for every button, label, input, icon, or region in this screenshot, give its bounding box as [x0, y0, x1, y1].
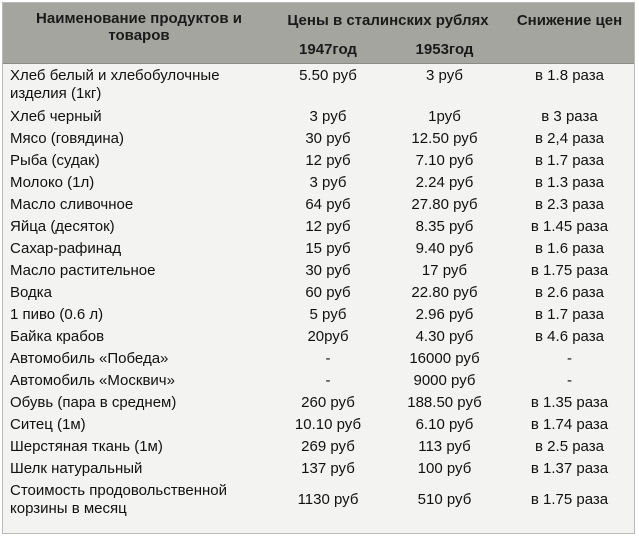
table-row: [3, 392, 634, 414]
price-1953-cell: 1руб: [428, 108, 461, 125]
table-row: [3, 65, 634, 106]
header-prices-title: Цены в сталинских рублях: [287, 12, 489, 29]
price-1947-cell: 15 руб: [305, 240, 351, 257]
price-1953-cell: 510 руб: [417, 491, 472, 508]
table-row: [3, 106, 634, 128]
product-name-cell: Ситец (1м): [10, 416, 86, 433]
product-name-cell: Мясо (говядина): [10, 130, 124, 147]
price-1947-cell: 5.50 руб: [299, 67, 357, 84]
price-1947-cell: 64 руб: [305, 196, 351, 213]
price-1947-cell: 10.10 руб: [294, 416, 362, 433]
price-1953-cell: 17 руб: [421, 262, 468, 279]
price-1953-cell: 113 руб: [418, 438, 471, 455]
product-name-cell: Автомобиль «Москвич»: [10, 372, 175, 389]
price-1947-cell: 269 руб: [301, 438, 355, 455]
reduction-cell: в 1.37 раза: [530, 460, 609, 477]
table-row: [3, 172, 634, 194]
table-row: [3, 480, 634, 521]
product-name-cell: Рыба (судак): [10, 152, 100, 169]
reduction-cell: в 1.7 раза: [535, 306, 604, 323]
table-row: [3, 150, 634, 172]
reduction-cell: в 1.6 раза: [535, 240, 604, 257]
price-1953-cell: 100 руб: [417, 460, 472, 477]
product-name-cell: Сахар-рафинад: [10, 240, 122, 257]
price-1947-cell: 12 руб: [305, 218, 351, 235]
price-1947-cell: 5 руб: [309, 306, 347, 323]
table-row: [3, 260, 634, 282]
price-1953-cell: 2.96 руб: [415, 306, 474, 323]
reduction-cell: в 3 раза: [541, 108, 598, 125]
price-1953-cell: 188.50 руб: [407, 394, 482, 411]
reduction-cell: в 1.45 раза: [530, 218, 609, 235]
table-row: [3, 436, 634, 458]
price-1947-cell: 260 руб: [301, 394, 355, 411]
reduction-cell: в 1.8 раза: [535, 67, 604, 84]
table-row: [3, 216, 634, 238]
table-row: [3, 282, 634, 304]
price-1947-cell: -: [325, 372, 331, 389]
header-reduction: Снижение цен: [516, 12, 623, 29]
product-name-cell: Хлеб черный: [10, 108, 102, 125]
reduction-cell: в 2,4 раза: [535, 130, 604, 147]
table-body: [3, 65, 634, 521]
price-1947-cell: 3 руб: [309, 174, 347, 191]
price-1947-cell: 60 руб: [305, 284, 351, 301]
product-name-cell: Водка: [10, 284, 53, 301]
reduction-cell: в 2.5 раза: [535, 438, 604, 455]
table-row: [3, 238, 634, 260]
reduction-cell: в 1.75 раза: [530, 262, 609, 279]
price-1947-cell: 12 руб: [305, 152, 351, 169]
header-year-1953: 1953год: [415, 41, 474, 58]
product-name-cell: Байка крабов: [10, 328, 105, 345]
price-1953-cell: 4.30 руб: [415, 328, 474, 345]
reduction-cell: -: [567, 372, 572, 389]
table-row: [3, 128, 634, 150]
price-1953-cell: 6.10 руб: [415, 416, 474, 433]
price-1947-cell: 20руб: [307, 328, 349, 345]
price-1947-cell: 1130 руб: [297, 491, 359, 508]
product-name-cell: Шерстяная ткань (1м): [10, 438, 163, 455]
table-row: [3, 194, 634, 216]
price-1947-cell: -: [325, 350, 331, 367]
table-row: [3, 414, 634, 436]
product-name-cell: Яйца (десяток): [10, 218, 115, 235]
price-1953-cell: 22.80 руб: [411, 284, 478, 301]
table-row: [3, 304, 634, 326]
price-1953-cell: 8.35 руб: [415, 218, 474, 235]
reduction-cell: -: [567, 350, 572, 367]
table-row: [3, 370, 634, 392]
product-name-cell: 1 пиво (0.6 л): [10, 306, 104, 323]
header-product-name: Наименование продуктов и товаров: [36, 10, 242, 44]
product-name-cell: Шелк натуральный: [10, 460, 143, 477]
table-row: [3, 326, 634, 348]
price-1953-cell: 3 руб: [426, 67, 463, 84]
table-header: [3, 3, 634, 64]
product-name-cell: Автомобиль «Победа»: [10, 350, 169, 367]
product-name-cell: Стоимость продовольственной корзины в месяц: [10, 482, 228, 517]
price-1953-cell: 9000 руб: [413, 372, 476, 389]
reduction-cell: в 2.6 раза: [535, 284, 604, 301]
reduction-cell: в 4.6 раза: [535, 328, 604, 345]
price-1953-cell: 12.50 руб: [411, 130, 478, 147]
price-1953-cell: 9.40 руб: [415, 240, 474, 257]
table-row: [3, 458, 634, 480]
product-name-cell: Масло сливочное: [10, 196, 134, 213]
reduction-cell: в 1.75 раза: [530, 491, 609, 508]
reduction-cell: в 1.3 раза: [535, 174, 604, 191]
price-1953-cell: 7.10 руб: [415, 152, 474, 169]
price-1953-cell: 16000 руб: [409, 350, 480, 367]
header-year-1947: 1947год: [299, 41, 357, 58]
product-name-cell: Молоко (1л): [10, 174, 95, 191]
price-1953-cell: 27.80 руб: [411, 196, 478, 213]
price-table: [2, 2, 635, 534]
price-1947-cell: 137 руб: [301, 460, 355, 477]
reduction-cell: в 1.74 раза: [530, 416, 609, 433]
price-1947-cell: 30 руб: [305, 262, 351, 279]
price-1953-cell: 2.24 руб: [415, 174, 474, 191]
product-name-cell: Масло растительное: [10, 262, 156, 279]
reduction-cell: в 2.3 раза: [535, 196, 604, 213]
reduction-cell: в 1.35 раза: [530, 394, 609, 411]
price-1947-cell: 3 руб: [309, 108, 347, 125]
product-name-cell: Обувь (пара в среднем): [10, 394, 177, 411]
price-1947-cell: 30 руб: [305, 130, 351, 147]
reduction-cell: в 1.7 раза: [535, 152, 604, 169]
product-name-cell: Хлеб белый и хлебобулочные изделия (1кг): [10, 67, 220, 102]
table-row: [3, 348, 634, 370]
